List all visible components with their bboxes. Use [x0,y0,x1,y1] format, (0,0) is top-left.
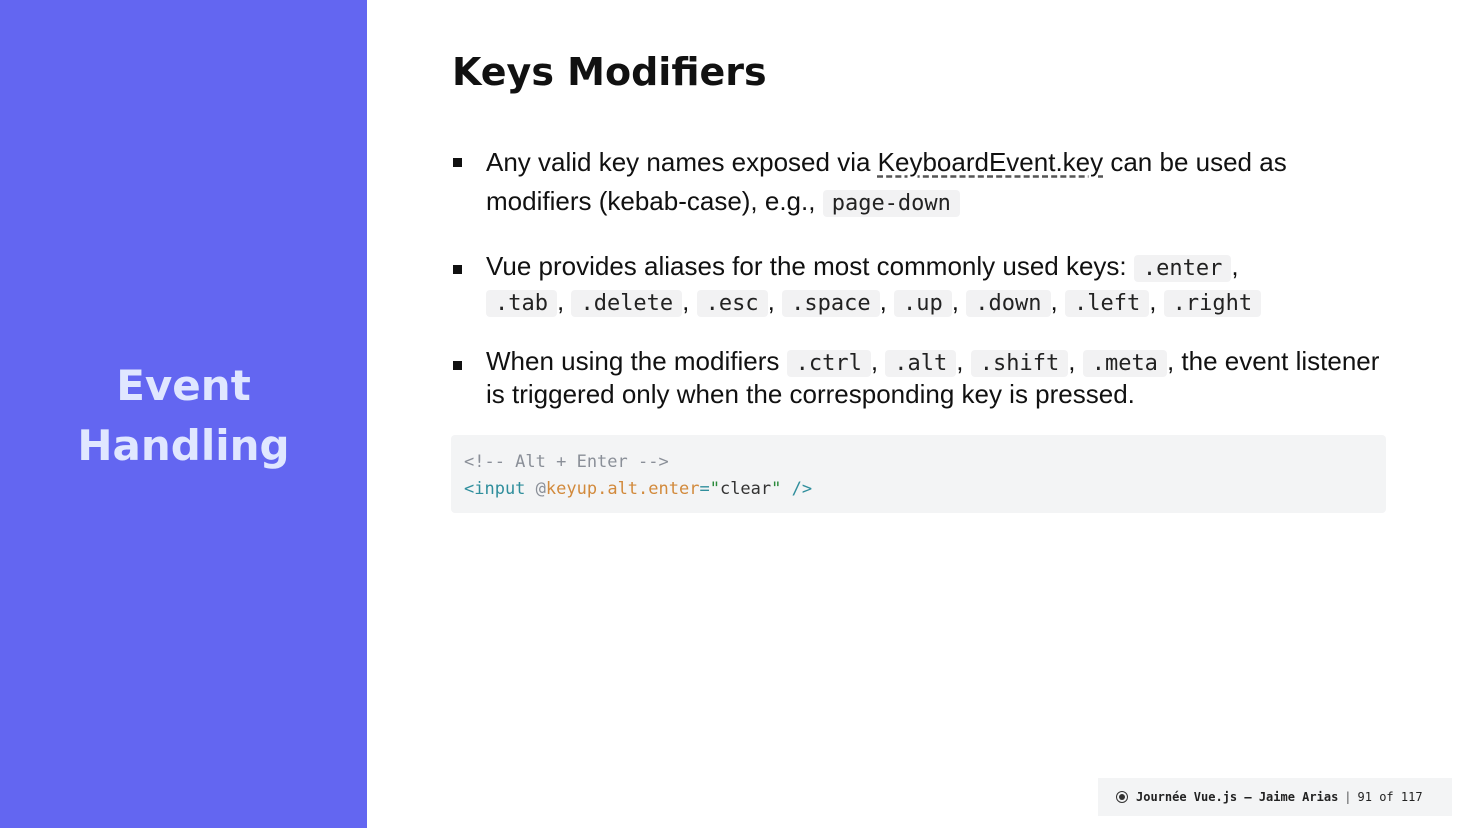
bullet-item-system-modifiers [452,346,1387,409]
separator: , [879,286,887,316]
separator: , [1050,286,1058,316]
separator: , [956,346,964,376]
section-title [0,356,367,476]
code-string: clear [719,479,772,499]
inline-code: .ctrl [787,350,871,377]
inline-code: .tab [486,290,557,317]
separator: , [870,346,879,376]
bullet-item-aliases [452,250,1387,320]
code-at: @ [535,479,546,499]
separator: , [1068,346,1076,376]
bullet-list [452,143,1387,409]
inline-code: .esc [697,290,768,317]
separator: , [682,286,690,316]
inline-code: .down [966,290,1050,317]
logo-icon [1116,791,1128,803]
bullet-marker-icon [453,265,462,274]
section-title-line-2: Handling [77,421,290,470]
bullet-text: Vue provides aliases for the most commonly used keys: [486,251,1134,281]
inline-code: .left [1065,290,1149,317]
footer-separator: | [1344,790,1352,804]
separator: , [951,286,960,316]
inline-code: page-down [823,190,960,217]
inline-code: .up [894,290,952,317]
code-block [451,435,1386,513]
bullet-marker-icon [453,361,462,370]
sidebar-panel [0,0,367,828]
inline-code: .shift [971,350,1068,377]
bullet-text: When using the modifiers [486,346,787,376]
code-line-input [464,476,1373,503]
inline-code: .alt [885,350,956,377]
bullet-text: Any valid key names exposed via [486,147,878,177]
separator: , [767,286,775,316]
separator: , [1231,251,1239,281]
section-title-line-1: Event [116,361,251,410]
inline-code: .right [1164,290,1261,317]
footer-author: Journée Vue.js – Jaime Arias [1136,790,1339,804]
inline-code: .space [782,290,879,317]
keyboardevent-key-link[interactable]: KeyboardEvent.key [877,147,1104,177]
code-tag: <input [464,479,526,499]
bullet-item-key-names [452,143,1387,223]
code-line-comment [464,449,1373,476]
separator: , [556,286,565,316]
code-attribute: keyup.alt.enter [545,479,700,499]
bullet-text: , the event listener is triggered only when the corresponding key is pressed. [486,346,1380,409]
separator: , [1149,286,1157,316]
bullet-text: can be used as modifiers (kebab-case), e.g., [486,147,1287,216]
code-space [525,479,535,499]
code-quote: " [709,479,720,499]
bullet-marker-icon [453,158,462,167]
code-equals: = [699,479,710,499]
inline-code: .delete [571,290,682,317]
inline-code: .enter [1134,255,1231,282]
code-tag-close: /> [781,479,813,499]
inline-code: .meta [1083,350,1167,377]
page-counter: 91 of 117 [1357,790,1423,804]
footer [1098,778,1452,816]
code-quote: " [771,479,782,499]
slide-title: Keys Modifiers [452,50,767,94]
code-comment: <!-- Alt + Enter --> [464,452,669,472]
